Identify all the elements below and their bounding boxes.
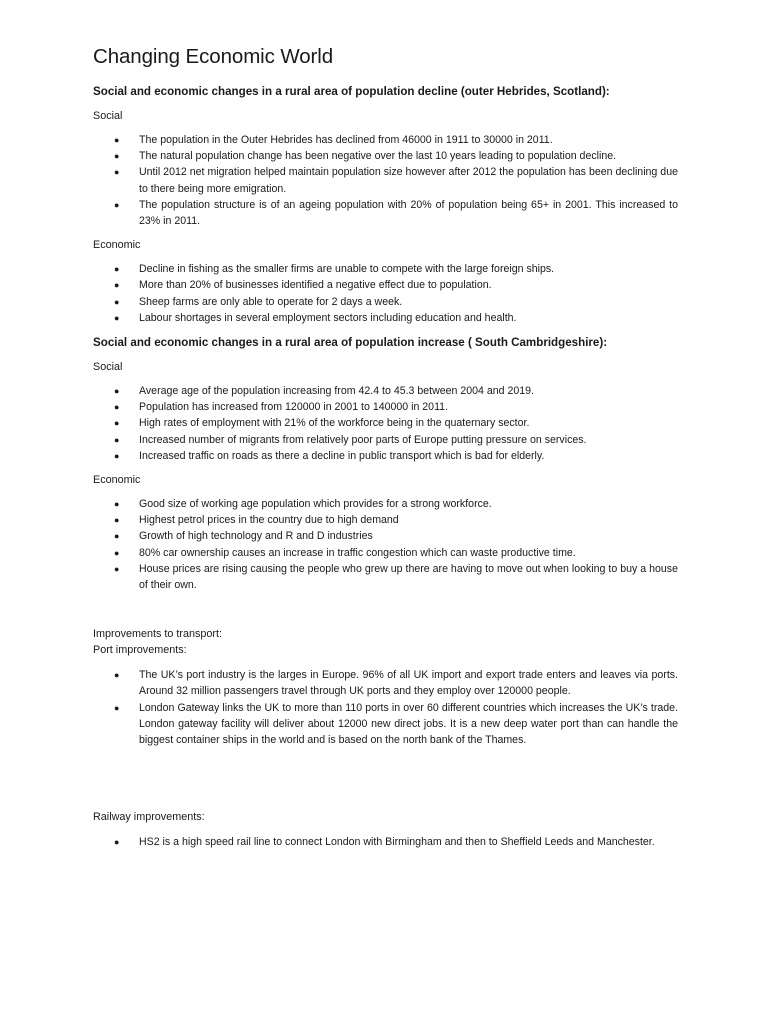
social-list	[93, 132, 678, 229]
list-item: ● House prices are rising causing the people who grew up there are having to move out when looking to buy a house of their own.	[114, 562, 678, 592]
list-item: ● Increased number of migrants from relatively poor parts of Europe putting pressure on services.	[93, 432, 678, 448]
list-item: ● Population has increased from 120000 in 2001 to 140000 in 2011.	[93, 399, 678, 415]
list-item: ● London Gateway links the UK to more than 110 ports in over 60 different countries which increases the UK’s trade. London gateway facility will deliver about 12000 new direct jobs. It is a new deep water port than can handle the biggest container ships in the world and is based on the north bank of the Thames.	[114, 701, 678, 747]
bullet-icon: ●	[114, 312, 120, 323]
bullet-icon: ●	[114, 837, 120, 848]
railway-label: Railway improvements:	[93, 811, 205, 824]
bullet-icon: ●	[114, 386, 120, 397]
list-item: ● Increased traffic on roads as there a decline in public transport which is bad for elderly.	[93, 448, 678, 464]
section-population-decline	[93, 84, 678, 326]
economic-label: Economic	[93, 239, 141, 252]
economic-list	[93, 261, 678, 326]
list-item: ● The natural population change has been negative over the last 10 years leading to population decline.	[93, 148, 678, 164]
list-item: ● The UK’s port industry is the larges in Europe. 96% of all UK import and export trade enters and leaves via ports. Around 32 million passengers travel through UK ports and they employ over 120000 people.	[114, 669, 678, 698]
list-item: ● The population in the Outer Hebrides has declined from 46000 in 1911 to 30000 in 2011.	[93, 132, 678, 148]
bullet-icon: ●	[114, 515, 120, 526]
social-list	[93, 383, 678, 464]
list-item: ● Decline in fishing as the smaller firms are unable to compete with the large foreign ships.	[93, 261, 678, 277]
list-item: ● Labour shortages in several employment sectors including education and health.	[93, 310, 678, 326]
bullet-icon: ●	[114, 547, 120, 558]
bullet-icon: ●	[114, 702, 120, 713]
list-item: ● Sheep farms are only able to operate for 2 days a week.	[93, 294, 678, 310]
list-item: ● High rates of employment with 21% of the workforce being in the quaternary sector.	[93, 415, 678, 431]
spacer	[93, 757, 678, 809]
economic-list	[93, 496, 678, 593]
social-label: Social	[93, 361, 123, 374]
social-label: Social	[93, 110, 123, 122]
bullet-icon: ●	[114, 135, 120, 145]
list-item: ● Until 2012 net migration helped maintain population size however after 2012 the population has been declining due to there being more emigration.	[114, 166, 678, 195]
section-heading: Social and economic changes in a rural area of population decline (outer Hebrides, Scotland):	[93, 85, 610, 98]
bullet-icon: ●	[114, 418, 120, 429]
list-item: ● Highest petrol prices in the country due to high demand	[93, 512, 678, 528]
bullet-icon: ●	[114, 531, 120, 542]
document-page	[93, 44, 678, 859]
bullet-icon: ●	[114, 296, 120, 307]
list-item: ● Average age of the population increasing from 42.4 to 45.3 between 2004 and 2019.	[93, 383, 678, 399]
port-list	[93, 667, 678, 748]
spacer	[93, 602, 678, 626]
bullet-icon: ●	[114, 280, 120, 291]
section-population-increase	[93, 335, 678, 593]
list-item: ● 80% car ownership causes an increase in traffic congestion which can waste productive time.	[93, 545, 678, 561]
bullet-icon: ●	[114, 563, 120, 574]
list-item: ● Good size of working age population which provides for a strong workforce.	[93, 496, 678, 512]
bullet-icon: ●	[114, 434, 120, 445]
document-title: Changing Economic World	[93, 45, 334, 68]
bullet-icon: ●	[114, 264, 120, 275]
economic-label: Economic	[93, 474, 141, 487]
bullet-icon: ●	[114, 151, 120, 162]
transport-heading: Improvements to transport:	[93, 628, 223, 641]
list-item: ● Growth of high technology and R and D industries	[93, 528, 678, 544]
bullet-icon: ●	[114, 167, 120, 178]
bullet-icon: ●	[114, 199, 120, 210]
port-label: Port improvements:	[93, 644, 187, 657]
bullet-icon: ●	[114, 499, 120, 510]
railway-list	[93, 834, 678, 850]
bullet-icon: ●	[114, 450, 120, 461]
bullet-icon: ●	[114, 402, 120, 413]
bullet-icon: ●	[114, 670, 120, 681]
list-item: ● HS2 is a high speed rail line to connect London with Birmingham and then to Sheffield Leeds and Manchester.	[93, 834, 678, 850]
list-item: ● The population structure is of an ageing population with 20% of population being 65+ in 2001. This increased to 23% in 2011.	[114, 198, 678, 228]
list-item: ● More than 20% of businesses identified a negative effect due to population.	[93, 277, 678, 293]
section-transport	[93, 626, 678, 850]
section-heading: Social and economic changes in a rural area of population increase ( South Cambridgeshire):	[93, 336, 608, 350]
